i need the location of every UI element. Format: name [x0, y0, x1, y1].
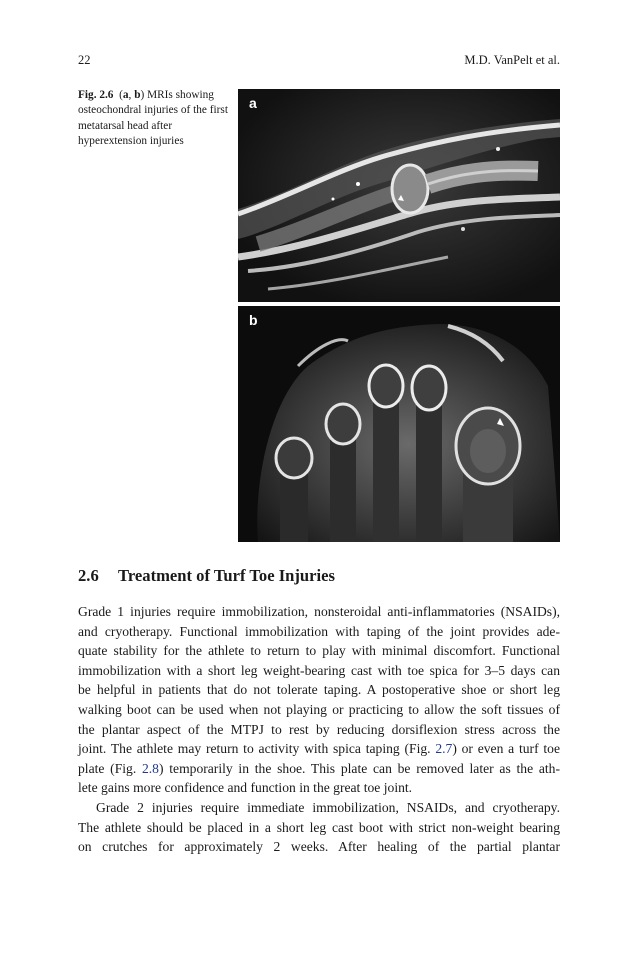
- text-line: walking boot can be used when not playing or practicing to allow the soft tissues of: [78, 701, 560, 717]
- section-title: Treatment of Turf Toe Injuries: [118, 566, 335, 585]
- mri-sagittal-toe-illustration: [238, 89, 560, 302]
- caption-paren-open: (: [119, 89, 123, 101]
- caption-comma: ,: [128, 89, 135, 101]
- mri-image-a: [238, 89, 560, 302]
- text-line: the plantar aspect of the MTPJ to rest by reducing dorsiflexion stress across the: [78, 721, 560, 737]
- running-head: [78, 53, 560, 69]
- text-run: plate (Fig.: [78, 760, 142, 776]
- caption-panel-b-ref: b: [134, 89, 141, 101]
- section-number: 2.6: [78, 566, 99, 585]
- figure-caption: [78, 88, 230, 149]
- running-head-authors: M.D. VanPelt et al.: [464, 53, 560, 67]
- caption-text: ) MRIs showing osteochondral injuries of the first metatarsal head after hyperextension injuries: [78, 89, 228, 147]
- text-line: Grade 2 injuries require immediate immobilization, NSAIDs, and cryotherapy.: [96, 800, 560, 815]
- figure-link-2-7[interactable]: 2.7: [435, 741, 453, 757]
- mri-coronal-forefoot-illustration: [238, 306, 560, 542]
- text-line: on crutches for approximately 2 weeks. After healing of the partial plantar: [78, 839, 560, 855]
- text-line: Grade 1 injuries require immobilization, nonsteroidal anti-inflammatories (NSAIDs),: [78, 604, 560, 619]
- figure-label: Fig. 2.6: [78, 89, 114, 101]
- caption-panel-a-ref: a: [122, 89, 129, 101]
- paragraph-2: [78, 798, 560, 857]
- text-line: be helpful in patients that do not tolerate taping. A postoperative shoe or short leg: [78, 682, 560, 698]
- panel-a-label: a: [249, 95, 257, 111]
- mri-image-b: [238, 306, 560, 542]
- text-line: and cryotherapy. Functional immobilization with taping of the joint provides ade-: [78, 623, 560, 639]
- text-run: ) temporarily in the shoe. This plate can be removed later as the ath-: [158, 760, 560, 776]
- text-run: joint. The athlete may return to activity with spica taping (Fig.: [78, 741, 436, 757]
- text-line: [78, 759, 560, 779]
- text-line: immobilization with a short leg weight-bearing cast with toe spica for 3–5 days can: [78, 662, 560, 678]
- text-line: lete gains more confidence and function in the great toe joint.: [78, 780, 413, 796]
- text-line: [78, 739, 560, 759]
- panel-b-label: b: [249, 312, 258, 328]
- page-number: 22: [78, 53, 91, 67]
- text-run: ) or even a turf toe: [452, 741, 560, 757]
- text-line: The athlete should be placed in a short leg cast boot with strict non-weight bearing: [78, 819, 560, 835]
- figure-link-2-8[interactable]: 2.8: [141, 760, 159, 776]
- paragraph-1: [78, 602, 560, 798]
- section-heading: [78, 566, 335, 586]
- text-line: quate stability for the athlete to return to play with minimal discomfort. Functional: [78, 643, 560, 659]
